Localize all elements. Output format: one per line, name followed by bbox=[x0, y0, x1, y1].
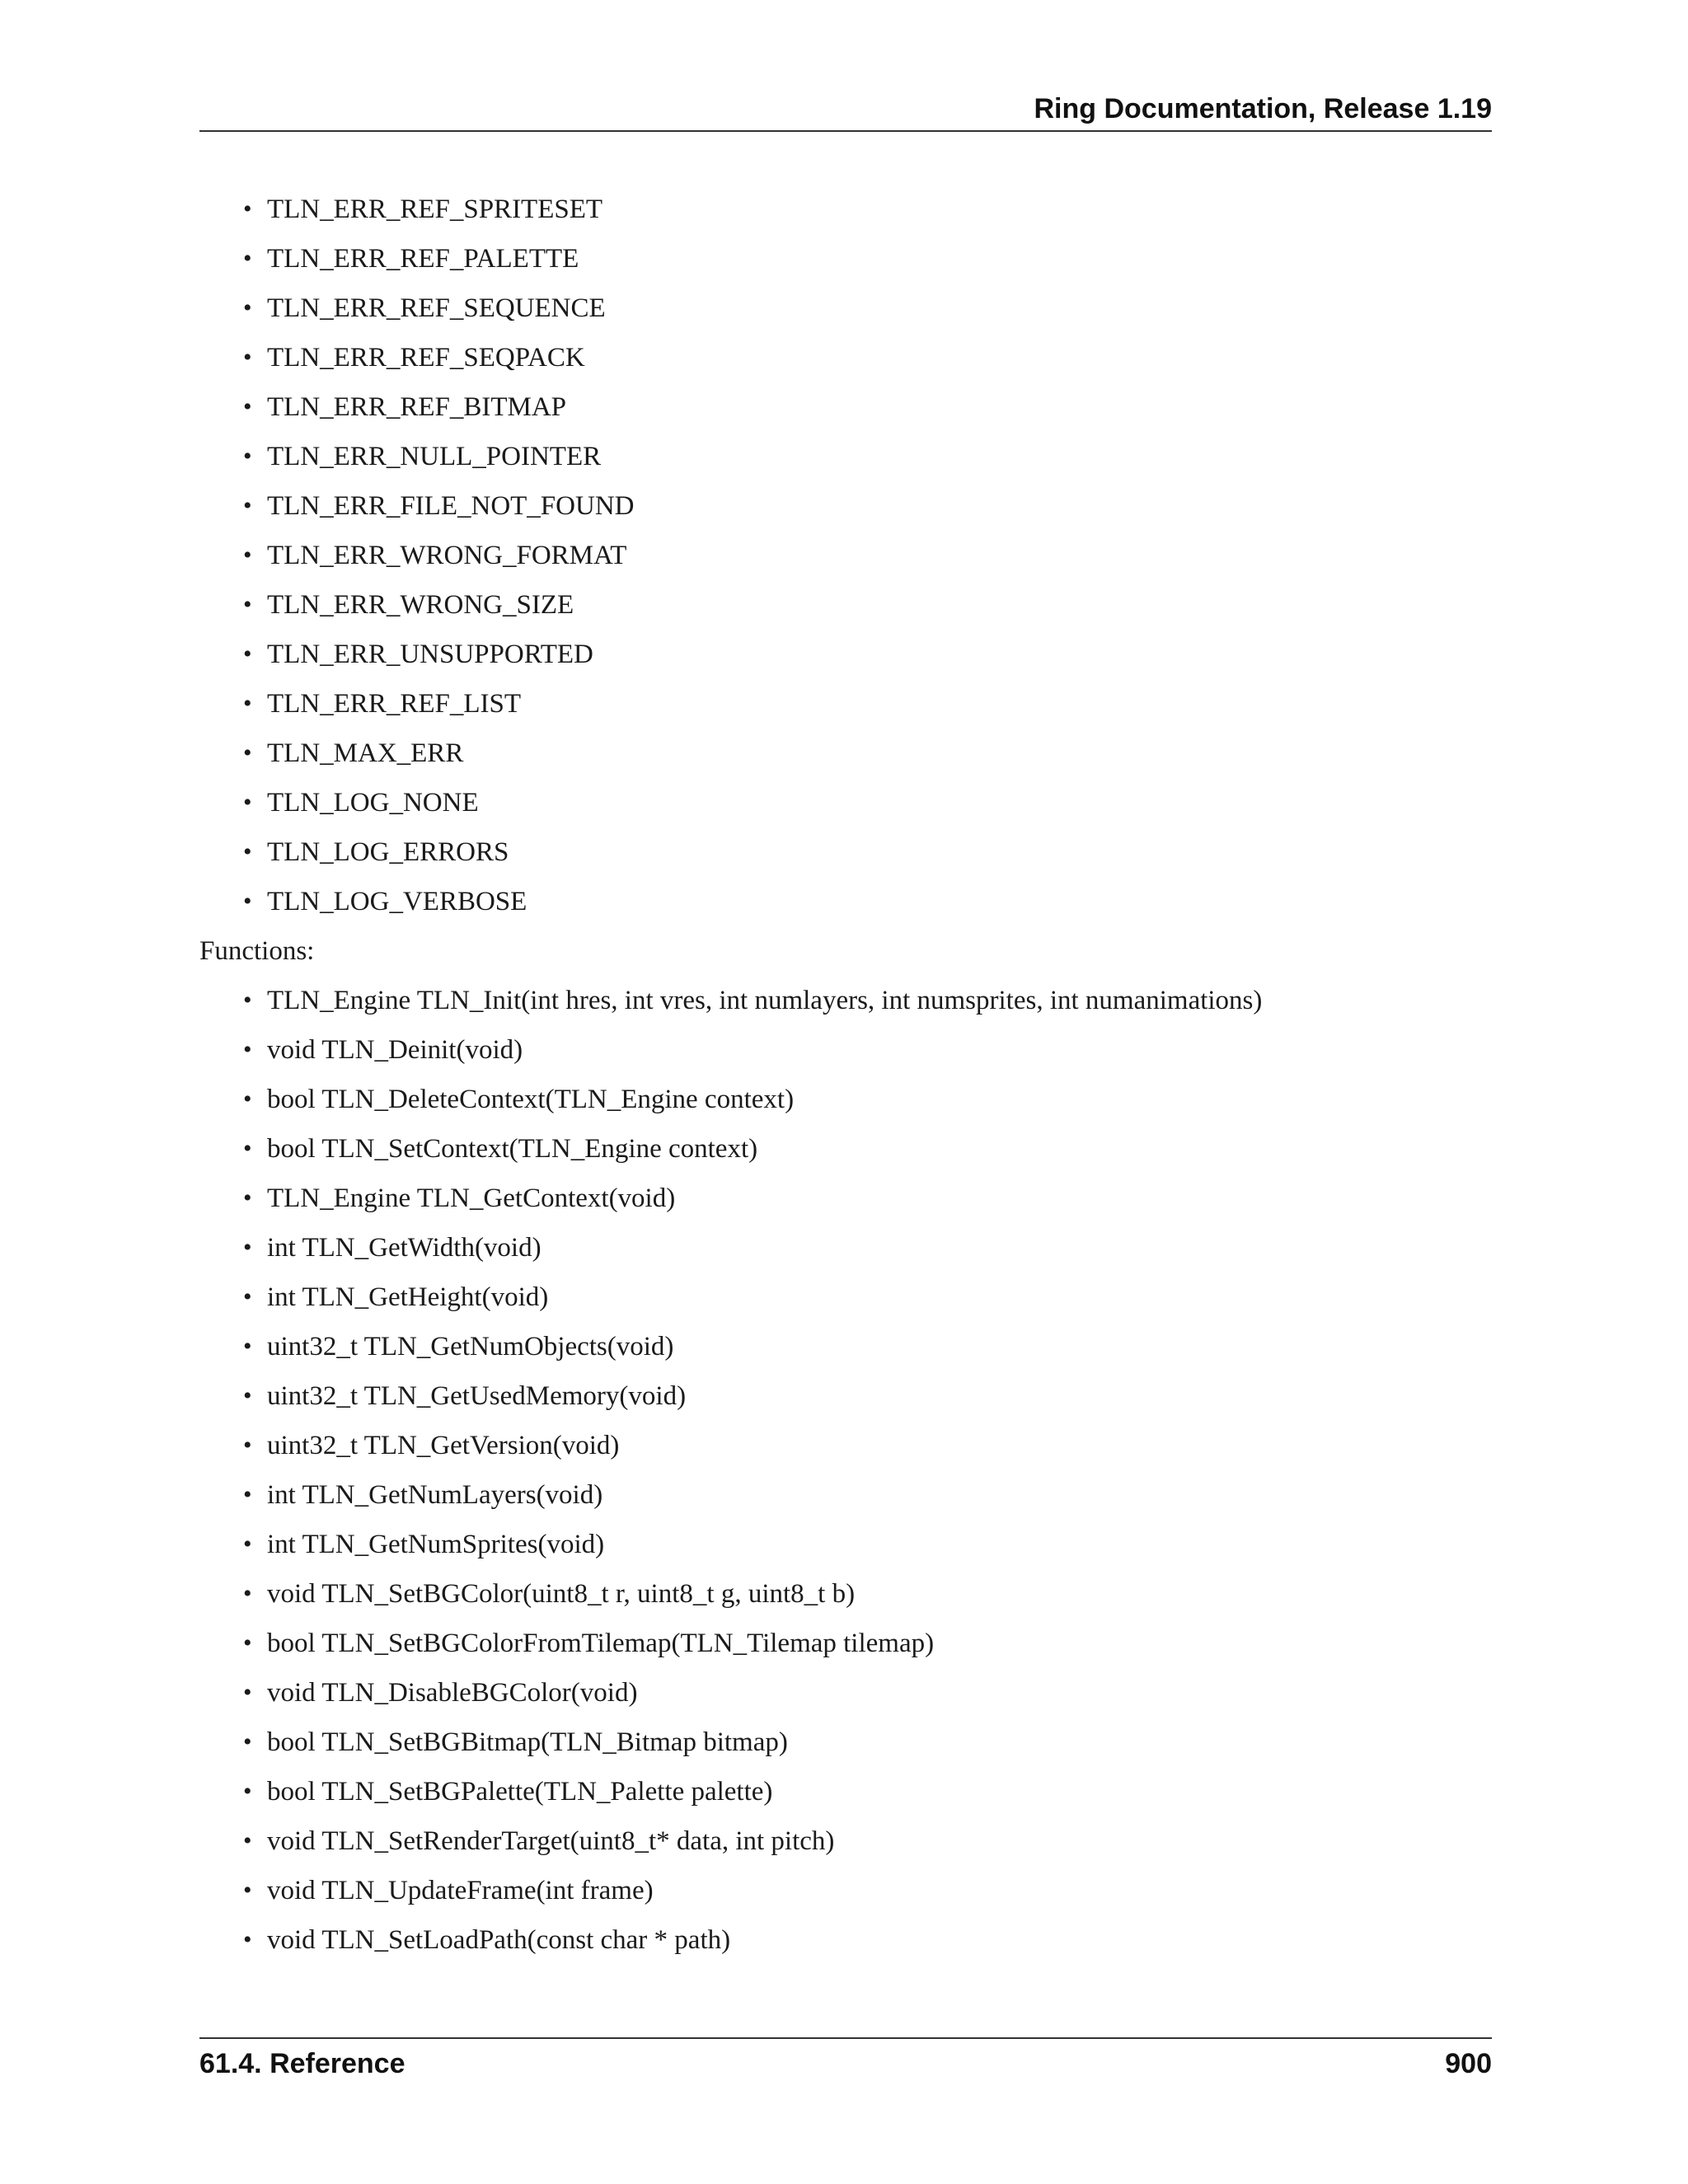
list-item: • uint32_t TLN_GetUsedMemory(void) bbox=[267, 1380, 1492, 1413]
list-item: • uint32_t TLN_GetNumObjects(void) bbox=[267, 1330, 1492, 1363]
list-item: • bool TLN_DeleteContext(TLN_Engine context) bbox=[267, 1083, 1492, 1116]
list-item: • TLN_ERR_FILE_NOT_FOUND bbox=[267, 490, 1492, 523]
list-item: • TLN_ERR_REF_PALETTE bbox=[267, 242, 1492, 275]
list-item: • TLN_ERR_REF_SEQPACK bbox=[267, 341, 1492, 374]
list-item: • TLN_ERR_NULL_POINTER bbox=[267, 440, 1492, 473]
page-content bbox=[199, 193, 1492, 1973]
list-item: • void TLN_UpdateFrame(int frame) bbox=[267, 1874, 1492, 1907]
list-item: • uint32_t TLN_GetVersion(void) bbox=[267, 1429, 1492, 1462]
list-item: • void TLN_Deinit(void) bbox=[267, 1033, 1492, 1066]
page-number: 900 bbox=[1445, 2048, 1492, 2079]
list-item: • int TLN_GetNumLayers(void) bbox=[267, 1479, 1492, 1511]
section-label: 61.4. Reference bbox=[199, 2048, 406, 2079]
list-item: • TLN_MAX_ERR bbox=[267, 737, 1492, 770]
constants-list bbox=[199, 193, 1492, 918]
list-item: • TLN_Engine TLN_GetContext(void) bbox=[267, 1182, 1492, 1215]
list-item: • void TLN_DisableBGColor(void) bbox=[267, 1676, 1492, 1709]
list-item: • bool TLN_SetContext(TLN_Engine context) bbox=[267, 1132, 1492, 1165]
document-title: Ring Documentation, Release 1.19 bbox=[1034, 93, 1492, 124]
list-item: • bool TLN_SetBGBitmap(TLN_Bitmap bitmap) bbox=[267, 1726, 1492, 1759]
list-item: • TLN_ERR_REF_SPRITESET bbox=[267, 193, 1492, 226]
list-item: • bool TLN_SetBGColorFromTilemap(TLN_Tilemap tilemap) bbox=[267, 1627, 1492, 1660]
list-item: • TLN_ERR_REF_LIST bbox=[267, 687, 1492, 720]
list-item: • TLN_ERR_REF_SEQUENCE bbox=[267, 292, 1492, 325]
list-item: • TLN_Engine TLN_Init(int hres, int vres, int numlayers, int numsprites, int numanimations) bbox=[267, 984, 1492, 1017]
list-item: • void TLN_SetRenderTarget(uint8_t* data, int pitch) bbox=[267, 1825, 1492, 1858]
list-item: • int TLN_GetHeight(void) bbox=[267, 1281, 1492, 1314]
list-item: • TLN_LOG_NONE bbox=[267, 786, 1492, 819]
list-item: • TLN_LOG_VERBOSE bbox=[267, 885, 1492, 918]
list-item: • TLN_LOG_ERRORS bbox=[267, 836, 1492, 869]
list-item: • TLN_ERR_REF_BITMAP bbox=[267, 391, 1492, 424]
list-item: • TLN_ERR_WRONG_FORMAT bbox=[267, 539, 1492, 572]
list-item: • void TLN_SetBGColor(uint8_t r, uint8_t g, uint8_t b) bbox=[267, 1577, 1492, 1610]
list-item: • int TLN_GetWidth(void) bbox=[267, 1231, 1492, 1264]
list-item: • TLN_ERR_WRONG_SIZE bbox=[267, 588, 1492, 621]
page-footer bbox=[199, 2037, 1492, 2079]
functions-heading: Functions: bbox=[199, 936, 315, 966]
list-item: • TLN_ERR_UNSUPPORTED bbox=[267, 638, 1492, 671]
list-item: • bool TLN_SetBGPalette(TLN_Palette palette) bbox=[267, 1775, 1492, 1808]
list-item: • int TLN_GetNumSprites(void) bbox=[267, 1528, 1492, 1561]
list-item: • void TLN_SetLoadPath(const char * path) bbox=[267, 1924, 1492, 1957]
functions-list bbox=[199, 984, 1492, 1957]
page-header bbox=[199, 92, 1492, 132]
